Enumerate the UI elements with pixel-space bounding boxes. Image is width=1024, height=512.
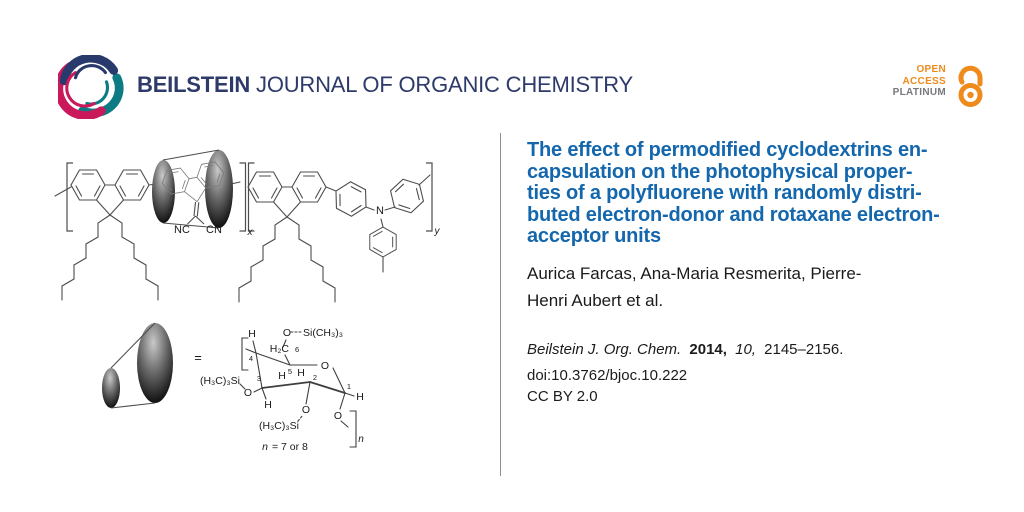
- article-title: [527, 140, 1012, 248]
- author-line: Aurica Farcas, Ana-Maria Resmerita, Pierre-: [527, 264, 862, 283]
- beilstein-logo-icon: [58, 55, 124, 119]
- title-line: The effect of permodified cyclodextrins en-: [527, 139, 928, 161]
- glucose-o1: O: [333, 410, 343, 422]
- structure-labels: [174, 205, 440, 453]
- n-subscript: n: [358, 434, 364, 445]
- author-line: Henri Aubert et al.: [527, 291, 664, 310]
- title-line: capsulation on the photophysical proper-: [527, 160, 913, 183]
- n-eq-n: n: [262, 441, 268, 453]
- fluorene-unit-1: [71, 170, 149, 215]
- open-access-line-access: ACCESS: [902, 75, 946, 87]
- glucose-h5: H: [278, 370, 286, 382]
- title-line: acceptor units: [527, 225, 661, 247]
- glucose-h2: H: [297, 367, 305, 379]
- glucose-si-bottom: (H₃C)₃Si: [258, 420, 299, 432]
- citation-year: 2014,: [689, 341, 727, 358]
- nc-label: NC: [174, 224, 190, 236]
- y-subscript: y: [434, 226, 440, 237]
- glucose-h2c: H₂C: [269, 343, 289, 355]
- legend-cone-large-rim: [137, 323, 173, 403]
- journal-name-bold: BEILSTEIN: [137, 72, 251, 97]
- glucose-si-left: (H₃C)₃Si: [199, 375, 240, 387]
- polymer-backbone: [55, 170, 430, 302]
- octyl-chain: [110, 215, 158, 300]
- glucose-h-top: H: [248, 328, 256, 340]
- citation-line: [527, 341, 843, 358]
- open-access-line-open: OPEN: [916, 64, 946, 75]
- glucose-o-ring: O: [320, 360, 330, 372]
- dicyanomethylene-group: [188, 202, 205, 224]
- fluorene-unit-2: [248, 172, 326, 217]
- title-line: buted electron-donor and rotaxane electron-: [527, 203, 940, 226]
- glucose-num4: 4: [248, 354, 254, 363]
- author-list: [527, 260, 861, 314]
- octyl-chain: [287, 217, 335, 302]
- glucose-o3: O: [243, 387, 253, 399]
- glucose-num6: 6: [295, 345, 300, 354]
- citation-journal: Beilstein J. Org. Chem.: [527, 341, 682, 358]
- glucose-num2: 2: [312, 373, 318, 382]
- glucose-h1: H: [356, 391, 364, 403]
- octyl-chain: [239, 217, 287, 302]
- cn-label: CN: [206, 224, 222, 236]
- doi-text: doi:10.3762/bjoc.10.222: [527, 367, 688, 384]
- glucose-h3: H: [264, 399, 272, 411]
- license-text: CC BY 2.0: [527, 388, 598, 405]
- tolyl-ring: [370, 227, 396, 257]
- glucose-num5: 5: [287, 367, 293, 376]
- glucose-num3: 3: [256, 374, 262, 383]
- journal-wordmark: [137, 72, 633, 98]
- title-line: ties of a polyfluorene with randomly distri-: [527, 182, 922, 204]
- equals-sign: =: [194, 350, 202, 365]
- open-access-lock-icon: [951, 62, 989, 108]
- chemical-structure-figure: [40, 130, 510, 480]
- nitrogen-label: N: [376, 205, 384, 217]
- phenylene-ring: [329, 178, 373, 220]
- open-access-line-platinum: PLATINUM: [892, 87, 946, 98]
- phenyl-ring: [384, 173, 429, 218]
- glucose-si-top: Si(CH₃)₃: [303, 327, 344, 339]
- legend-cone-small-rim: [102, 368, 120, 408]
- glucose-o6: O: [282, 327, 292, 339]
- citation-pages: 2145–2156.: [764, 341, 844, 358]
- citation-volume: 10,: [735, 341, 756, 358]
- cyclodextrin-large-rim: [205, 150, 233, 228]
- x-subscript: x: [247, 227, 253, 238]
- vertical-divider: [500, 133, 501, 476]
- octyl-chain: [62, 215, 110, 300]
- journal-name-regular: JOURNAL OF ORGANIC CHEMISTRY: [256, 72, 634, 97]
- open-access-badge-text: [893, 64, 946, 99]
- glucose-num1: 1: [346, 382, 352, 391]
- glucose-o2: O: [301, 404, 311, 416]
- n-eq-value: = 7 or 8: [272, 441, 308, 453]
